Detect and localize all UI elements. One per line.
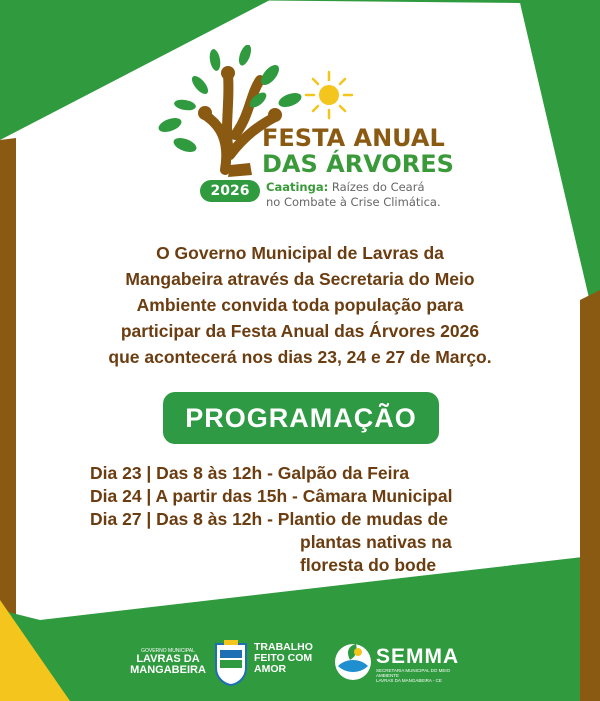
intro-line: O Governo Municipal de Lavras da: [156, 243, 444, 263]
slogan-line2: FEITO COM: [254, 652, 313, 664]
semma-name: SEMMA: [376, 645, 460, 668]
schedule-continuation: plantas nativas na: [300, 532, 452, 552]
schedule-item: Dia 27 | Das 8 às 12h - Plantio de mudas de: [90, 509, 448, 529]
schedule-item: Dia 23 | Das 8 às 12h - Galpão da Feira: [90, 463, 410, 483]
schedule-item: Dia 24 | A partir das 15h - Câmara Municipal: [90, 486, 453, 506]
event-subtitle: [266, 180, 441, 210]
subtitle-line2: no Combate à Crise Climática.: [266, 195, 441, 209]
program-schedule: [90, 462, 550, 577]
intro-line: Mangabeira através da Secretaria do Meio: [125, 269, 475, 289]
intro-line: que acontecerá nos dias 23, 24 e 27 de Março.: [108, 347, 492, 367]
schedule-continuation: floresta do bode: [300, 555, 437, 575]
slogan-logo: [254, 642, 314, 675]
lavras-line1: LAVRAS DA: [136, 653, 200, 665]
semma-small1: SECRETARIA MUNICIPAL DO MEIO AMBIENTE: [376, 668, 451, 678]
municipal-crest-icon: [212, 638, 250, 686]
intro-paragraph: [60, 240, 540, 370]
subtitle-rest: Raízes do Ceará: [328, 180, 425, 194]
subtitle-highlight: Caatinga:: [266, 180, 329, 194]
year-badge: 2026: [200, 180, 260, 202]
intro-line: Ambiente convida toda população para: [136, 295, 464, 315]
semma-small2: LAVRAS DA MANGABEIRA - CE: [376, 678, 442, 683]
intro-line: participar da Festa Anual das Árvores 2026: [120, 321, 480, 341]
semma-logo-icon: [332, 638, 374, 684]
event-title-line2: DAS ÁRVORES: [262, 150, 454, 178]
slogan-line1: TRABALHO: [254, 641, 313, 653]
semma-logo: [376, 646, 472, 683]
lavras-logo: [128, 648, 208, 676]
program-heading-button: PROGRAMAÇÃO: [163, 392, 439, 444]
left-brown-band: [0, 138, 16, 640]
lavras-line2: MANGABEIRA: [130, 664, 206, 676]
sun-icon: [304, 70, 354, 120]
event-title-line1: FESTA ANUAL: [262, 124, 445, 152]
lavras-small-text: GOVERNO MUNICIPAL: [141, 648, 195, 654]
slogan-line3: AMOR: [254, 663, 287, 675]
